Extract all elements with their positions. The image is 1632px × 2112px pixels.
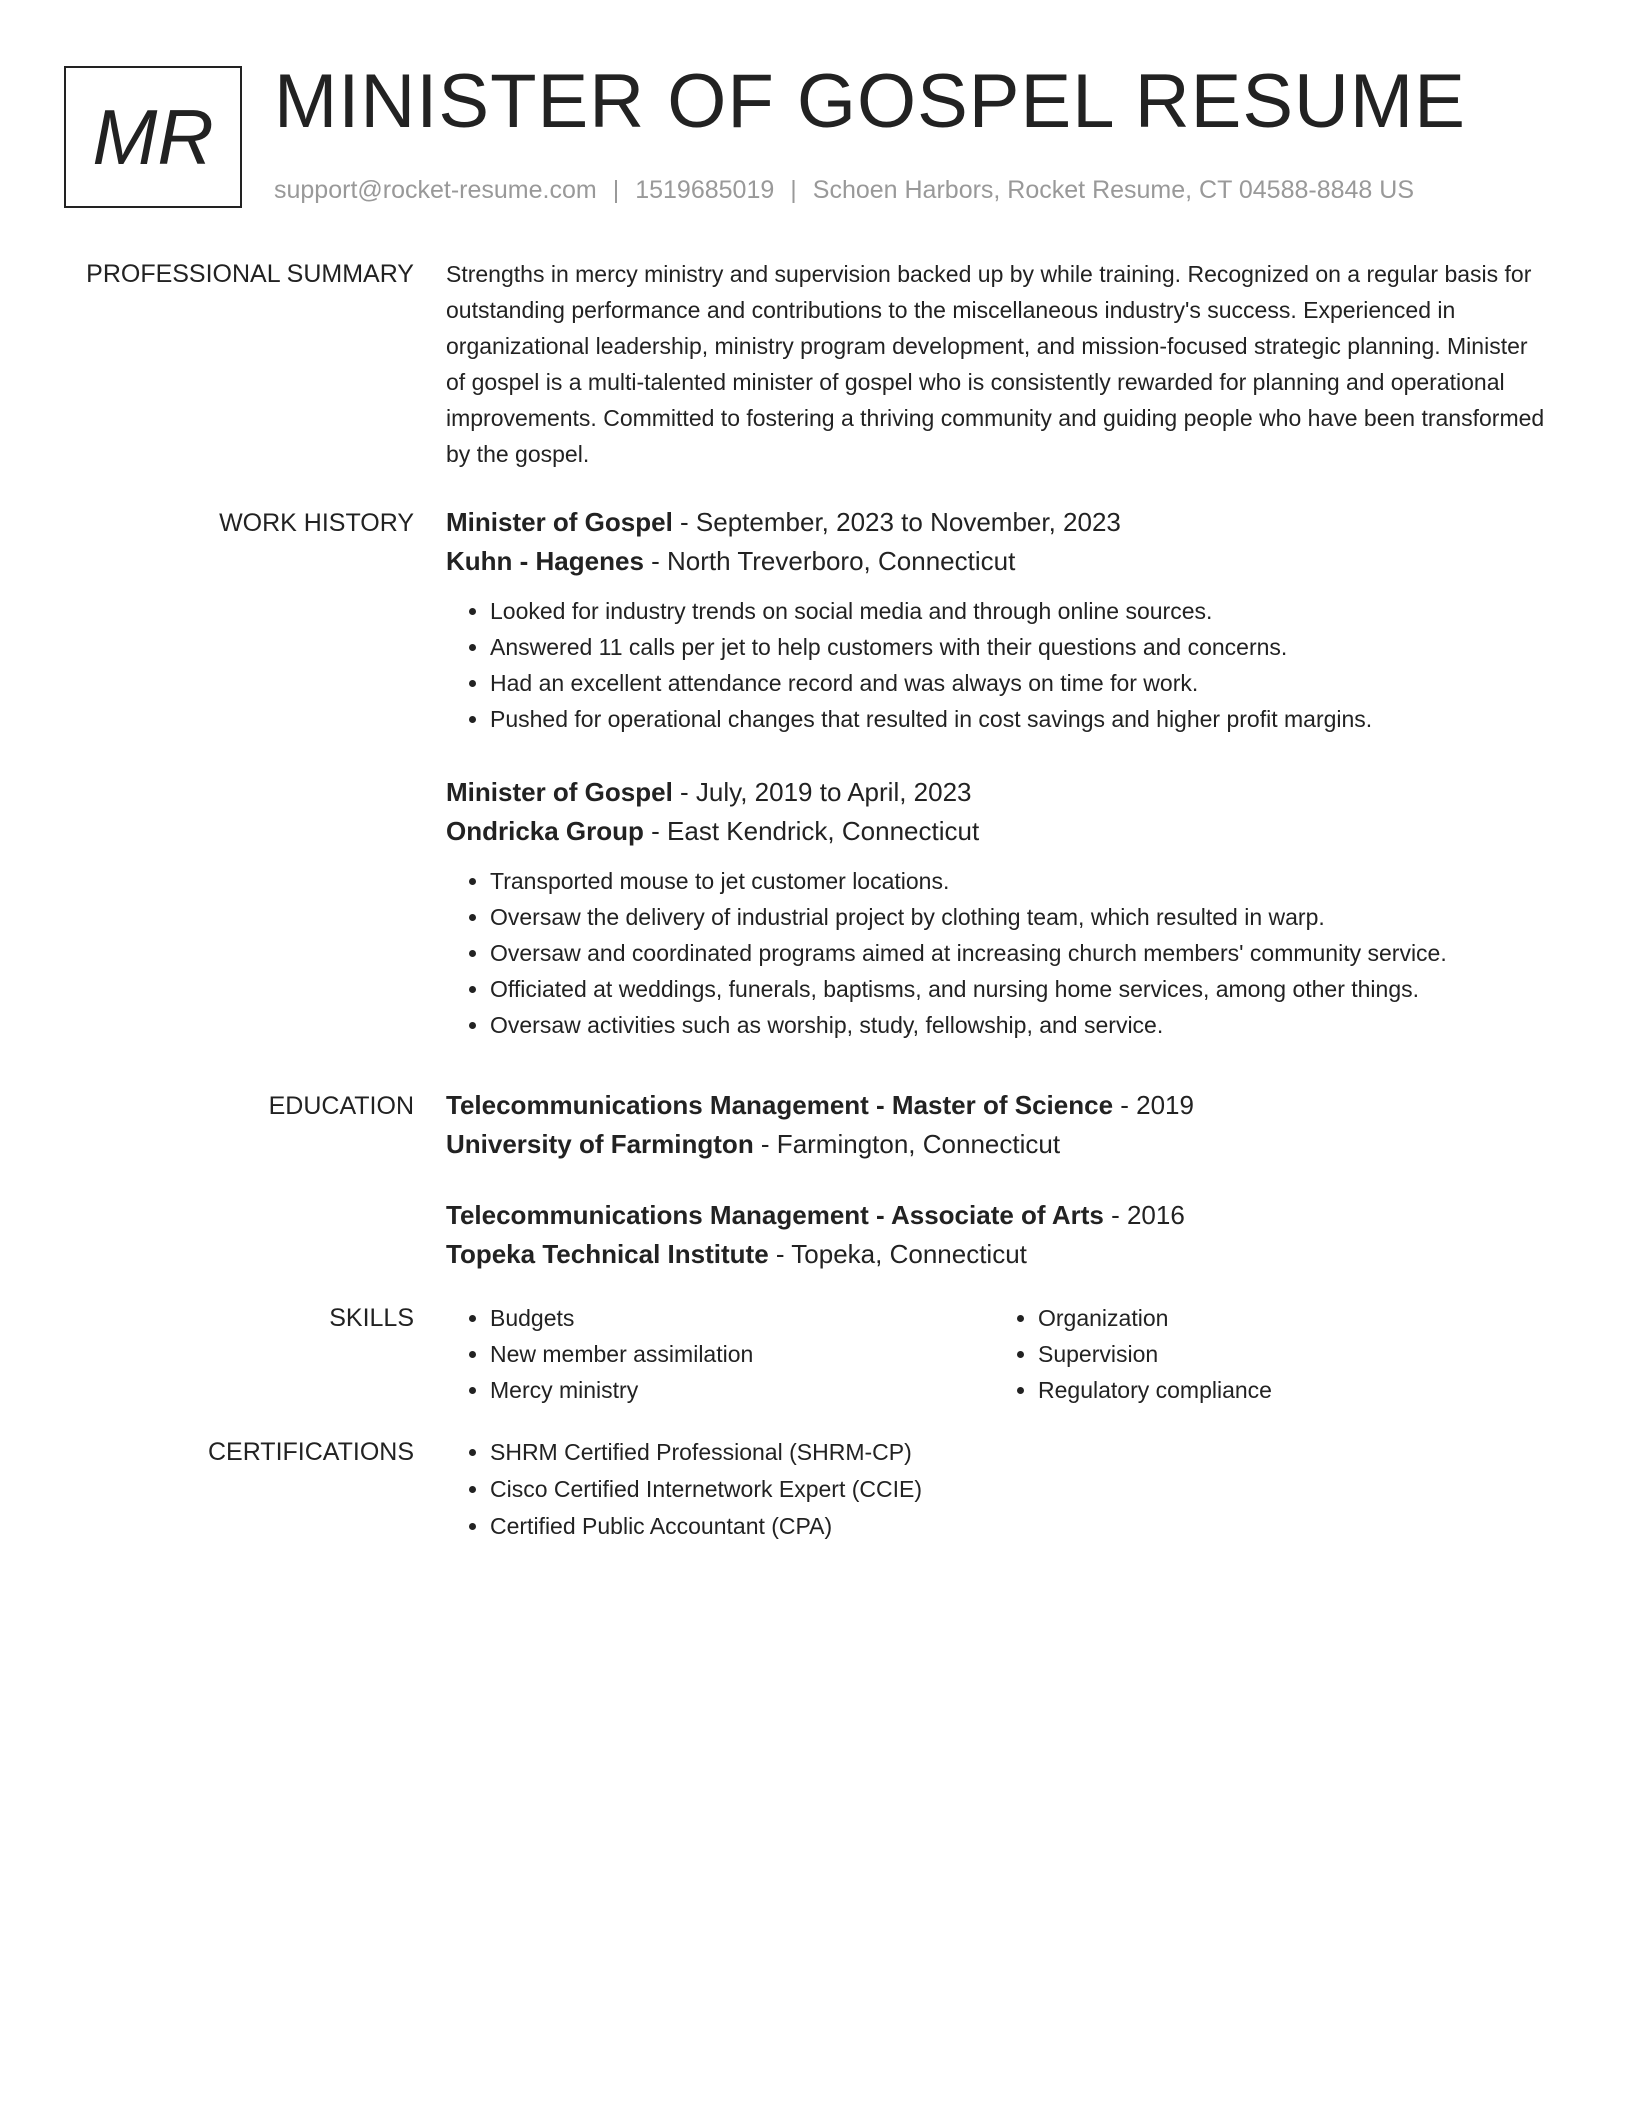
- job-company-line: [446, 812, 1546, 851]
- school-line: [446, 1125, 1546, 1164]
- skill-item: • Mercy ministry: [490, 1372, 994, 1408]
- skill-item: • Supervision: [1038, 1336, 1542, 1372]
- skill-item: • Organization: [1038, 1300, 1542, 1336]
- skill-item: • Budgets: [490, 1300, 994, 1336]
- skill-item: • New member assimilation: [490, 1336, 994, 1372]
- education-entry: [446, 1196, 1546, 1274]
- skills-list: [446, 1300, 1546, 1408]
- education-entry: [446, 1086, 1546, 1164]
- section-label-summary: PROFESSIONAL SUMMARY: [86, 260, 414, 288]
- certification-item: • Cisco Certified Internetwork Expert (CCIE): [490, 1471, 1546, 1508]
- job-title-line: [446, 503, 1546, 542]
- section-label-skills: SKILLS: [329, 1304, 414, 1332]
- job-duty-item: • Transported mouse to jet customer locations.: [490, 863, 1546, 899]
- job-entry: [446, 773, 1546, 1043]
- school-name: University of Farmington: [446, 1129, 754, 1159]
- job-company-line: [446, 542, 1546, 581]
- contact-email: support@rocket-resume.com: [274, 176, 597, 204]
- school-line: [446, 1235, 1546, 1274]
- job-dates: - September, 2023 to November, 2023: [672, 507, 1121, 537]
- degree-year: - 2019: [1113, 1090, 1194, 1120]
- job-company: Ondricka Group: [446, 816, 644, 846]
- contact-address: Schoen Harbors, Rocket Resume, CT 04588-8848 US: [812, 176, 1414, 204]
- skills-column-right: [994, 1300, 1542, 1408]
- resume-title: MINISTER OF GOSPEL RESUME: [274, 59, 1466, 144]
- certifications-list: [446, 1434, 1546, 1545]
- job-duty-item: • Had an excellent attendance record and was always on time for work.: [490, 665, 1546, 701]
- monogram-initials: MR: [92, 92, 214, 181]
- job-duty-item: • Oversaw and coordinated programs aimed at increasing church members' community service.: [490, 935, 1546, 971]
- job-dates: - July, 2019 to April, 2023: [672, 777, 972, 807]
- job-duty-item: • Oversaw activities such as worship, study, fellowship, and service.: [490, 1007, 1546, 1043]
- contact-phone: 1519685019: [635, 176, 775, 204]
- certification-item: • SHRM Certified Professional (SHRM-CP): [490, 1434, 1546, 1471]
- contact-separator: |: [790, 176, 797, 204]
- skill-item: • Regulatory compliance: [1038, 1372, 1542, 1408]
- certifications-items: [446, 1434, 1546, 1545]
- degree-name: Telecommunications Management - Master of Science: [446, 1090, 1114, 1120]
- job-title-line: [446, 773, 1546, 812]
- degree-line: [446, 1086, 1546, 1125]
- summary-text: Strengths in mercy ministry and supervision backed up by while training. Recognized on a regular basis for outstanding performance and contributions to the miscellaneous industry's success. Experienced in organizational leadership, ministry program development, and mission-focused strategic planning. Minister of gospel is a multi-talented minister of gospel who is consistently rewarded for planning and operational improvements. Committed to fostering a thriving community and guiding people who have been transformed by the gospel.: [446, 261, 1545, 467]
- job-company: Kuhn - Hagenes: [446, 546, 644, 576]
- job-location: - North Treverboro, Connecticut: [643, 546, 1016, 576]
- school-location: - Topeka, Connecticut: [768, 1239, 1027, 1269]
- section-label-education: EDUCATION: [268, 1092, 414, 1120]
- school-location: - Farmington, Connecticut: [753, 1129, 1061, 1159]
- degree-name: Telecommunications Management - Associate of Arts: [446, 1200, 1104, 1230]
- job-duties-list: [446, 863, 1546, 1043]
- certification-item: • Certified Public Accountant (CPA): [490, 1508, 1546, 1545]
- job-title: Minister of Gospel: [446, 777, 673, 807]
- job-title: Minister of Gospel: [446, 507, 673, 537]
- job-entry: [446, 503, 1546, 737]
- contact-separator: |: [612, 176, 620, 204]
- job-location: - East Kendrick, Connecticut: [643, 816, 980, 846]
- job-duty-item: • Oversaw the delivery of industrial project by clothing team, which resulted in warp.: [490, 899, 1546, 935]
- job-duty-item: • Officiated at weddings, funerals, baptisms, and nursing home services, among other things.: [490, 971, 1546, 1007]
- job-duty-item: • Answered 11 calls per jet to help customers with their questions and concerns.: [490, 629, 1546, 665]
- job-duty-item: • Looked for industry trends on social media and through online sources.: [490, 593, 1546, 629]
- degree-year: - 2016: [1103, 1200, 1185, 1230]
- contact-line: [274, 172, 1414, 208]
- monogram-box: [64, 66, 242, 208]
- job-duties-list: [446, 593, 1546, 737]
- section-label-certifications: CERTIFICATIONS: [207, 1438, 414, 1466]
- school-name: Topeka Technical Institute: [446, 1239, 769, 1269]
- skills-column-left: [446, 1300, 994, 1408]
- job-duty-item: • Pushed for operational changes that resulted in cost savings and higher profit margins.: [490, 701, 1546, 737]
- degree-line: [446, 1196, 1546, 1235]
- section-label-work-history: WORK HISTORY: [219, 509, 414, 537]
